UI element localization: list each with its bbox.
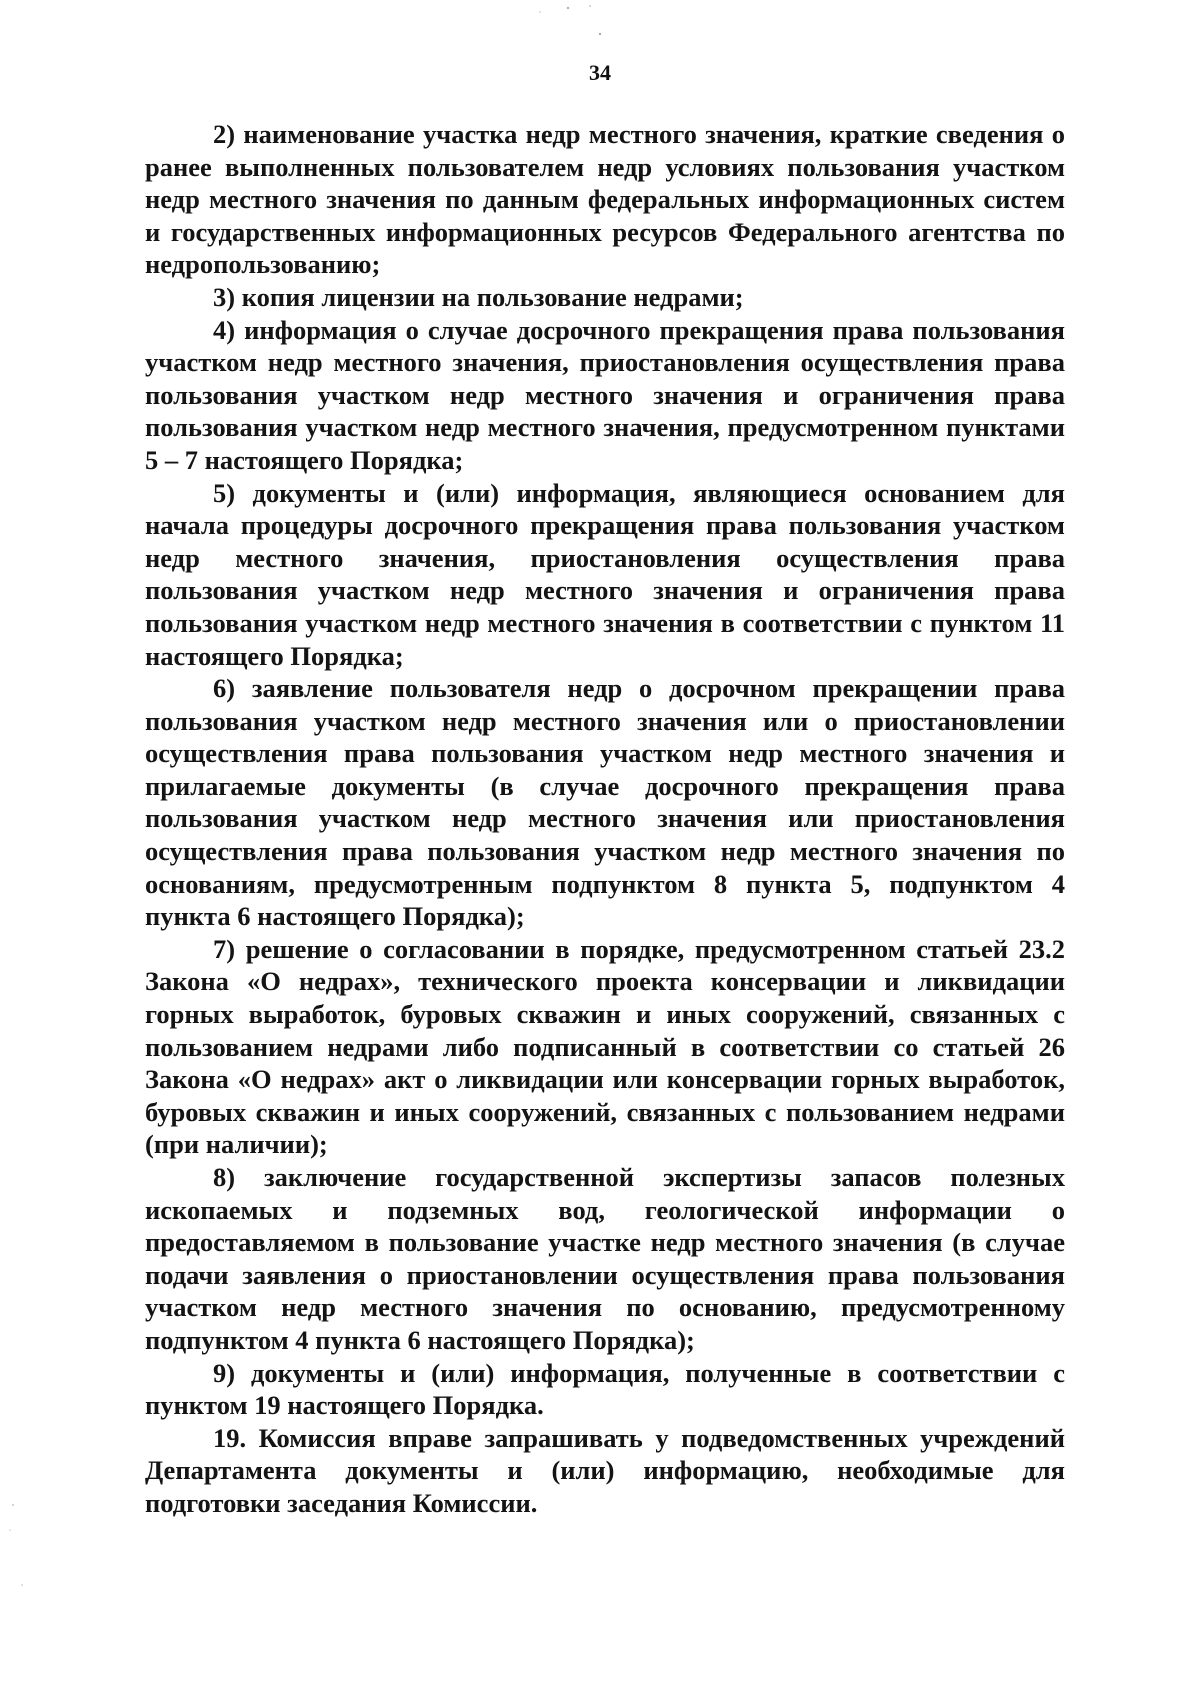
list-item-8: 8) заключение государственной экспертизы запасов полезных ископаемых и подземных вод, геологической информации о предоставляемом в пользование участке недр местного значения (в случае подачи заявления о приостановлении осуществления права пользования участком недр местного значения по основанию, предусмотренному подпунктом 4 пункта 6 настоящего Порядка); bbox=[145, 1162, 1065, 1355]
list-item-5: 5) документы и (или) информация, являющиеся основанием для начала процедуры досрочного прекращения права пользования участком недр местного значения, приостановления осуществления права пользования участком недр местного значения и ограничения права пользования участком недр местного значения в соответствии с пунктом 11 настоящего Порядка; bbox=[145, 477, 1065, 671]
list-item-3: 3) копия лицензии на пользование недрами; bbox=[213, 281, 744, 312]
list-item-4: 4) информация о случае досрочного прекращения права пользования участком недр местного значения, приостановления осуществления права пользования участком недр местного значения и ограничения права пользования участком недр местного значения, предусмотренном пунктами 5 – 7 настоящего Порядка; bbox=[145, 314, 1065, 475]
document-body bbox=[145, 118, 1065, 1520]
list-item-6: 6) заявление пользователя недр о досрочном прекращении права пользования участком недр местного значения или о приостановлении осуществления права пользования участком недр местного значения и прилагаемые документы (в случае досрочного прекращения права пользования участком недр местного значения или приостановления осуществления права пользования участком недр местного значения по основаниям, предусмотренным подпунктом 8 пункта 5, подпунктом 4 пункта 6 настоящего Порядка); bbox=[145, 673, 1065, 932]
list-item-7: 7) решение о согласовании в порядке, предусмотренном статьей 23.2 Закона «О недрах», технического проекта консервации и ликвидации горных выработок, буровых скважин и иных сооружений, связанных с пользованием недрами либо подписанный в соответствии со статьей 26 Закона «О недрах» акт о ликвидации или консервации горных выработок, буровых скважин и иных сооружений, связанных с пользованием недрами (при наличии); bbox=[145, 933, 1065, 1160]
clause-19: 19. Комиссия вправе запрашивать у подведомственных учреждений Департамента документы и (или) информацию, необходимые для подготовки заседания Комиссии. bbox=[145, 1422, 1065, 1518]
list-item-2: 2) наименование участка недр местного значения, краткие сведения о ранее выполненных пользователем недр условиях пользования участком недр местного значения по данным федеральных информационных систем и государственных информационных ресурсов Федерального агентства по недропользованию; bbox=[145, 119, 1065, 280]
list-item-9: 9) документы и (или) информация, полученные в соответствии с пунктом 19 настоящего Порядка. bbox=[145, 1357, 1065, 1421]
page-number: 34 bbox=[589, 60, 611, 85]
